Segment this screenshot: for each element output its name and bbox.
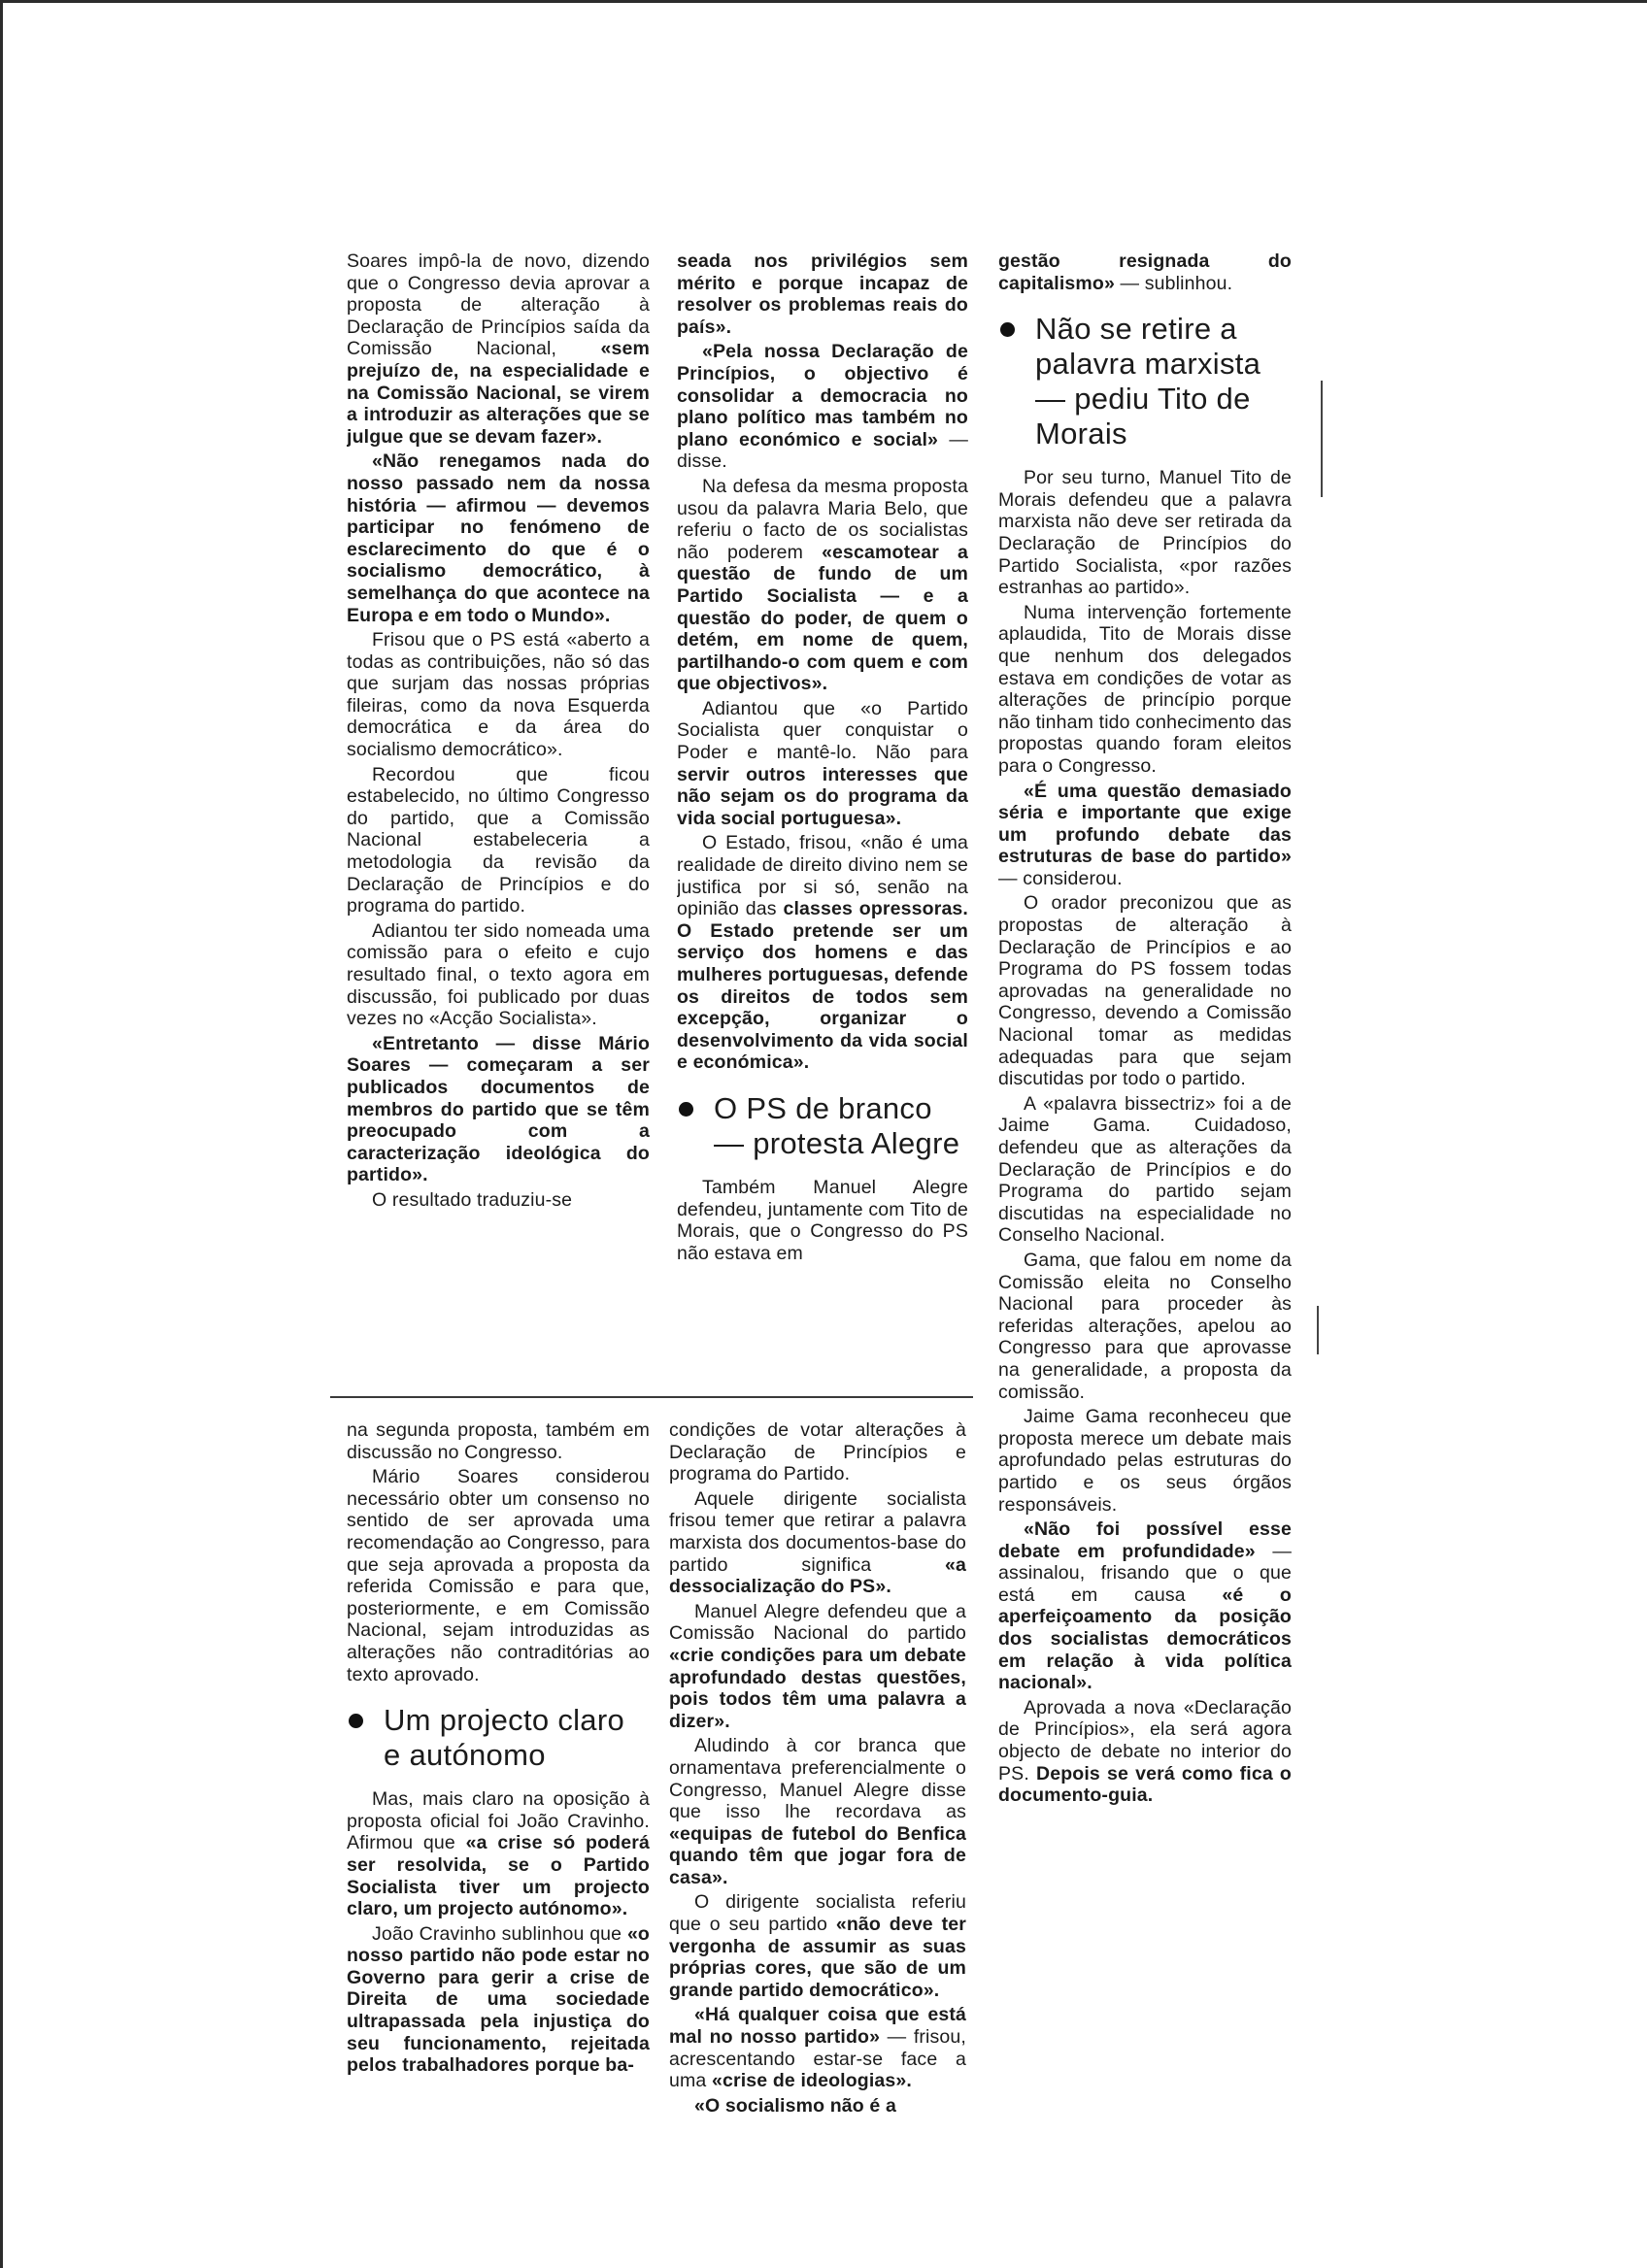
column-edge-mark [1321, 381, 1323, 497]
paragraph: Na defesa da mesma proposta usou da palavra Maria Belo, que referiu o facto de os socialistas não poderem «escamotear a questão de fundo de um Partido Socialista — e a questão do poder, de quem o detém, em nome de quem, partilhando-o com quem e com que objectivos». [677, 475, 968, 695]
paragraph: condições de votar alterações à Declaração de Princípios e programa do Partido. [669, 1419, 966, 1485]
paragraph: Numa intervenção fortemente aplaudida, Tito de Morais disse que nenhum dos delegados estava em condições de votar as alterações de princípio porque não tinham tido conhecimento das propostas quando foram eleitos para o Congresso. [998, 601, 1292, 777]
paragraph: O Estado, frisou, «não é uma realidade de direito divino nem se justifica por si só, senão na opinião das classes opressoras. O Estado pretende ser um serviço dos homens e das mulheres portuguesas, defende os direitos de todos sem excepção, organizar o desenvolvimento da vida social e económica». [677, 832, 968, 1074]
section-divider [330, 1396, 973, 1398]
paragraph: Por seu turno, Manuel Tito de Morais defendeu que a palavra marxista não deve ser retirada da Declaração de Princípios do Partido Socialista, «por razões estranhas ao partido». [998, 467, 1292, 599]
paragraph: Aprovada a nova «Declaração de Princípios», ela será agora objecto de debate no interior do PS. Depois se verá como fica o documento-guia. [998, 1696, 1292, 1807]
subheading-ps-de-branco: O PS de branco — protesta Alegre [677, 1091, 968, 1161]
scan-left-edge [0, 0, 3, 2268]
paragraph: Aquele dirigente socialista frisou temer que retirar a palavra marxista dos documentos-base do partido significa «a dessocialização do PS». [669, 1487, 966, 1598]
subheading-nao-se-retire: Não se retire a palavra marxista — pediu Tito de Morais [998, 312, 1292, 451]
paragraph: «Há qualquer coisa que está mal no nosso partido» — frisou, acrescentando estar-se face a uma «crise de ideologias». [669, 2004, 966, 2092]
paragraph: O resultado traduziu-se [372, 1188, 573, 1211]
paragraph: Mário Soares considerou necessário obter um consenso no sentido de ser aprovada uma recomendação ao Congresso, para que seja aprovada a proposta da referida Comissão e para que, posteriormente, e em Comissão Nacional, sejam introduzidas as alterações não contraditórias ao texto aprovado. [347, 1466, 650, 1685]
paragraph: Jaime Gama reconheceu que proposta merece um debate mais aprofundado pelas estruturas do partido e os seus órgãos responsáveis. [998, 1406, 1292, 1516]
paragraph: «Pela nossa Declaração de Princípios, o objectivo é consolidar a democracia no plano político mas também no plano económico e social» — disse. [677, 341, 968, 473]
column-2 [677, 250, 968, 1396]
paragraph: Também Manuel Alegre defendeu, juntamente com Tito de Morais, que o Congresso do PS não estava em [677, 1176, 968, 1264]
paragraph: Soares impô-la de novo, dizendo que o Congresso devia aprovar a proposta de alteração à Declaração de Princípios saída da Comissão Nacional, «sem prejuízo de, na especialidade e na Comissão Nacional, se virem a introduzir as alterações que se julgue que se devam fazer». [347, 250, 650, 448]
paragraph: Mas, mais claro na oposição à proposta oficial foi João Cravinho. Afirmou que «a crise só poderá ser resolvida, se o Partido Socialista tiver um projecto claro, um projecto autónomo». [347, 1788, 650, 1920]
paragraph: «É uma questão demasiado séria e importante que exige um profundo debate das estruturas de base do partido» — considerou. [998, 780, 1292, 889]
scan-top-edge [0, 0, 1647, 3]
column-2-continued [669, 1419, 966, 2254]
paragraph: O orador preconizou que as propostas de alteração à Declaração de Princípios e ao Programa do PS fossem todas aprovadas na generalidade no Congresso, devendo a Comissão Nacional tomar as medidas adequadas para que sejam discutidas por todo o partido. [998, 892, 1292, 1090]
paragraph: João Cravinho sublinhou que «o nosso partido não pode estar no Governo para gerir a crise de Direita de uma sociedade ultrapassada pela injustiça do seu funcionamento, rejeitada pelos trabalhadores porque ba- [347, 1922, 650, 2077]
paragraph: Manuel Alegre defendeu que a Comissão Nacional do partido «crie condições para um debate aprofundado destas questões, pois todos têm uma palavra a dizer». [669, 1600, 966, 1732]
paragraph: seada nos privilégios sem mérito e porque incapaz de resolver os problemas reais do país». [677, 250, 968, 338]
paragraph: «Entretanto — disse Mário Soares — começaram a ser publicados documentos de membros do partido que se têm preocupado com a caracterização ideológica do partido». [347, 1032, 650, 1186]
paragraph: «Não foi possível esse debate em profundidade» — assinalou, frisando que o que está em causa «é o aperfeiçoamento da posição dos socialistas democráticos em relação à vida política nacional». [998, 1518, 1292, 1694]
paragraph: Aludindo à cor branca que ornamentava preferencialmente o Congresso, Manuel Alegre disse que isso lhe recordava as «equipas de futebol do Benfica quando têm que jogar fora de casa». [669, 1735, 966, 1888]
paragraph: Adiantou ter sido nomeada uma comissão para o efeito e cujo resultado final, o texto agora em discussão, foi publicado por duas vezes no «Acção Socialista». [347, 919, 650, 1030]
paragraph: Gama, que falou em nome da Comissão eleita no Conselho Nacional para proceder às referidas alterações, apelou ao Congresso para que aprovasse na generalidade, a proposta da comissão. [998, 1249, 1292, 1403]
paragraph: Adiantou que «o Partido Socialista quer conquistar o Poder e mantê-lo. Não para servir outros interesses que não sejam os do programa da vida social portuguesa». [677, 697, 968, 829]
paragraph: Recordou que ficou estabelecido, no último Congresso do partido, que a Comissão Nacional estabeleceria a metodologia da revisão da Declaração de Princípios e do programa do partido. [347, 763, 650, 917]
subheading-projecto: Um projecto claro e autónomo [347, 1703, 650, 1773]
paragraph: «Não renegamos nada do nosso passado nem da nossa história — afirmou — devemos participar no fenómeno de esclarecimento do que é o socialismo democrático, à semelhança do que acontece na Europa e em todo o Mundo». [347, 450, 650, 626]
bullet-icon [1000, 322, 1015, 337]
column-1-continued [347, 1419, 650, 2254]
bullet-icon [679, 1102, 693, 1117]
bullet-icon [349, 1714, 363, 1728]
paragraph: «O socialismo não é a [694, 2094, 896, 2117]
paragraph: na segunda proposta, também em discussão no Congresso. [347, 1419, 650, 1463]
paragraph: Frisou que o PS está «aberto a todas as contribuições, não só das que surjam das nossas próprias fileiras, como da nova Esquerda democrática e da área do socialismo democrático». [347, 629, 650, 761]
column-3 [998, 250, 1292, 2056]
column-edge-mark [1317, 1306, 1319, 1354]
paragraph: O dirigente socialista referiu que o seu partido «não deve ter vergonha de assumir as suas próprias cores, que são de um grande partido democrático». [669, 1891, 966, 2001]
paragraph: gestão resignada do capitalismo» — sublinhou. [998, 250, 1292, 294]
paragraph: A «palavra bissectriz» foi a de Jaime Gama. Cuidadoso, defendeu que as alterações da Declaração de Princípios e do Programa do partido sejam discutidas na especialidade no Conselho Nacional. [998, 1092, 1292, 1247]
